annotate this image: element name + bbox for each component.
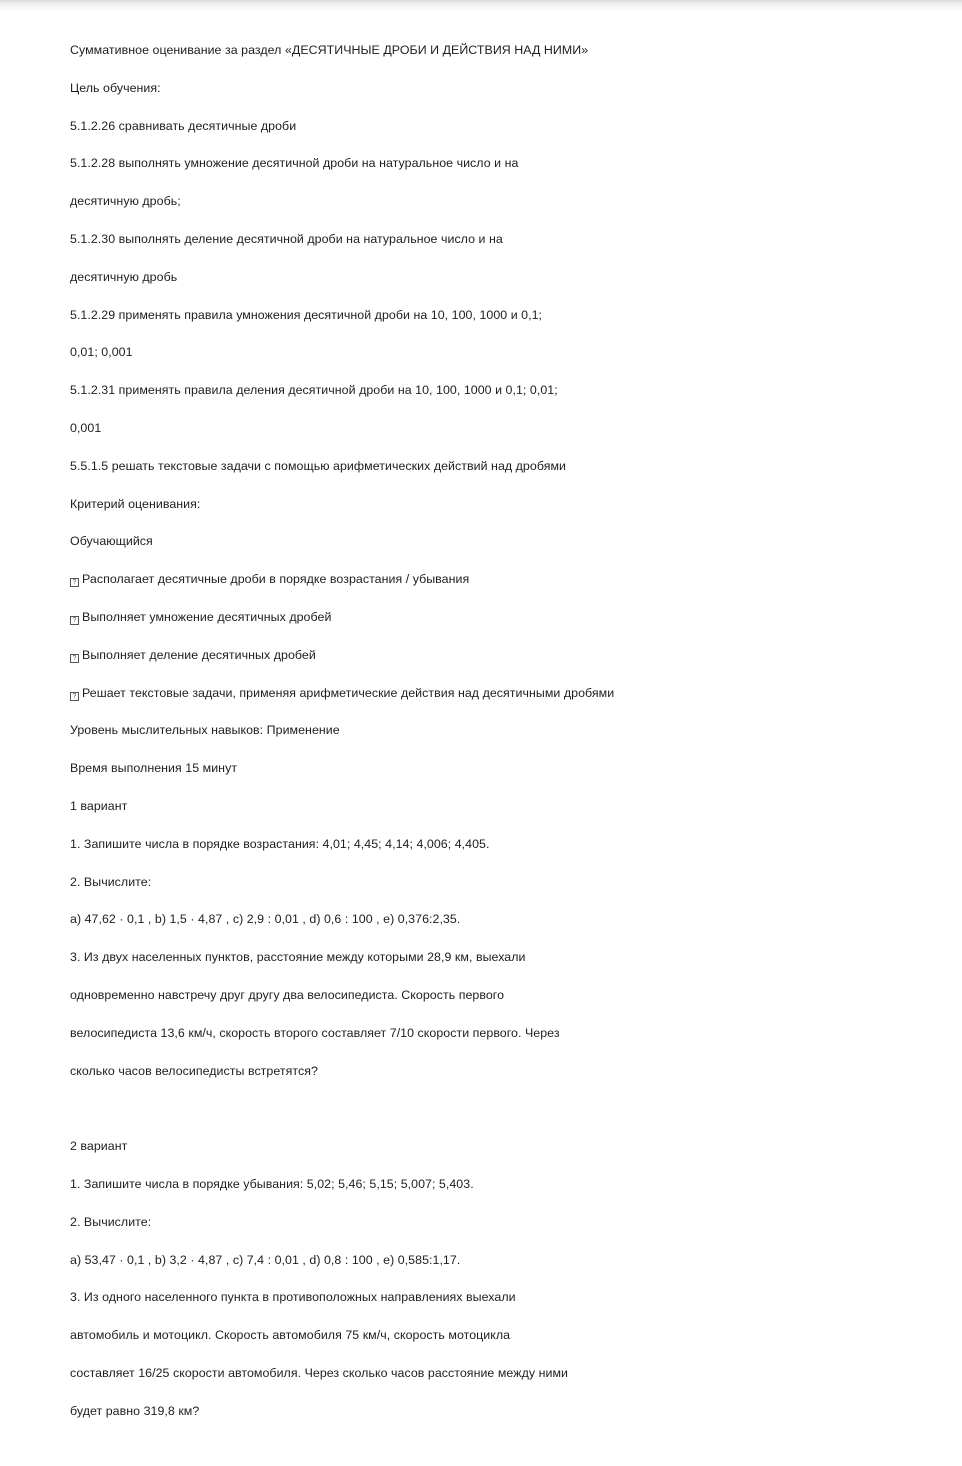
criterion-item (70, 646, 950, 684)
goal-line: десятичную дробь (70, 269, 178, 284)
variant-1-task-3-line: велосипедиста 13,6 км/ч, скорость второго составляет 7/10 скорости первого. Через (70, 1025, 560, 1040)
variant-1-task-3-line: 3. Из двух населенных пунктов, расстояние между которыми 28,9 км, выехали (70, 950, 526, 965)
variant-1-task-2: 2. Вычислите: (70, 874, 152, 889)
time-limit: Время выполнения 15 минут (70, 761, 238, 776)
goal-line: 5.1.2.29 применять правила умножения десятичной дроби на 10, 100, 1000 и 0,1; (70, 307, 543, 322)
criterion-text: Располагает десятичные дроби в порядке возрастания / убывания (82, 572, 470, 587)
variant-2-task-3-line: составляет 16/25 скорости автомобиля. Через сколько часов расстояние между ними (70, 1365, 568, 1380)
variant-2-heading: 2 вариант (70, 1139, 128, 1154)
goal-line: 5.1.2.28 выполнять умножение десятичной дроби на натуральное число и на (70, 156, 519, 171)
variant-1-task-3-line: одновременно навстречу друг другу два велосипедиста. Скорость первого (70, 987, 505, 1002)
document-title: Суммативное оценивание за раздел «ДЕСЯТИЧНЫЕ ДРОБИ И ДЕЙСТВИЯ НАД НИМИ» (70, 43, 589, 57)
criterion-item (70, 608, 950, 646)
missing-glyph-icon: ? (70, 578, 79, 587)
goal-heading: Цель обучения: (70, 80, 161, 95)
missing-glyph-icon: ? (70, 616, 79, 625)
criterion-item (70, 684, 950, 722)
variant-2-task-1: 1. Запишите числа в порядке убывания: 5,02; 5,46; 5,15; 5,007; 5,403. (70, 1176, 474, 1191)
learner-label: Обучающийся (70, 534, 153, 549)
criterion-text: Выполняет деление десятичных дробей (82, 647, 316, 662)
goal-line: 5.1.2.31 применять правила деления десятичной дроби на 10, 100, 1000 и 0,1; 0,01; (70, 383, 558, 398)
variant-2-task-3-line: будет равно 319,8 км? (70, 1403, 200, 1418)
criteria-heading: Критерий оценивания: (70, 496, 201, 511)
document-body (70, 41, 950, 1439)
goal-line: десятичную дробь; (70, 194, 181, 209)
variant-1-task-1: 1. Запишите числа в порядке возрастания: 4,01; 4,45; 4,14; 4,006; 4,405. (70, 836, 490, 851)
skill-level: Уровень мыслительных навыков: Применение (70, 723, 340, 738)
goal-line: 0,001 (70, 420, 102, 435)
variant-2-task-3-line: 3. Из одного населенного пункта в противоположных направлениях выехали (70, 1290, 516, 1305)
variant-2-task-2: 2. Вычислите: (70, 1214, 152, 1229)
criterion-text: Выполняет умножение десятичных дробей (82, 609, 332, 624)
missing-glyph-icon: ? (70, 692, 79, 701)
goal-line: 5.1.2.30 выполнять деление десятичной дроби на натуральное число и на (70, 231, 503, 246)
goal-line: 5.5.1.5 решать текстовые задачи с помощью арифметических действий над дробями (70, 458, 566, 473)
goal-line: 0,01; 0,001 (70, 345, 133, 360)
criterion-text: Решает текстовые задачи, применяя арифметические действия над десятичными дробями (82, 685, 615, 700)
goal-line: 5.1.2.26 сравнивать десятичные дроби (70, 118, 297, 133)
variant-1-heading: 1 вариант (70, 798, 128, 813)
variant-1-task-2-items: а) 47,62 · 0,1 , b) 1,5 · 4,87 , c) 2,9 : 0,01 , d) 0,6 : 100 , e) 0,376:2,35. (70, 912, 461, 927)
variant-2-task-2-items: а) 53,47 · 0,1 , b) 3,2 · 4,87 , c) 7,4 : 0,01 , d) 0,8 : 100 , e) 0,585:1,17. (70, 1252, 461, 1267)
page-top-shadow (0, 0, 962, 12)
criterion-item (70, 570, 950, 608)
missing-glyph-icon: ? (70, 654, 79, 663)
variant-1-task-3-line: сколько часов велосипедисты встретятся? (70, 1063, 318, 1078)
variant-2-task-3-line: автомобиль и мотоцикл. Скорость автомобиля 75 км/ч, скорость мотоцикла (70, 1328, 511, 1343)
